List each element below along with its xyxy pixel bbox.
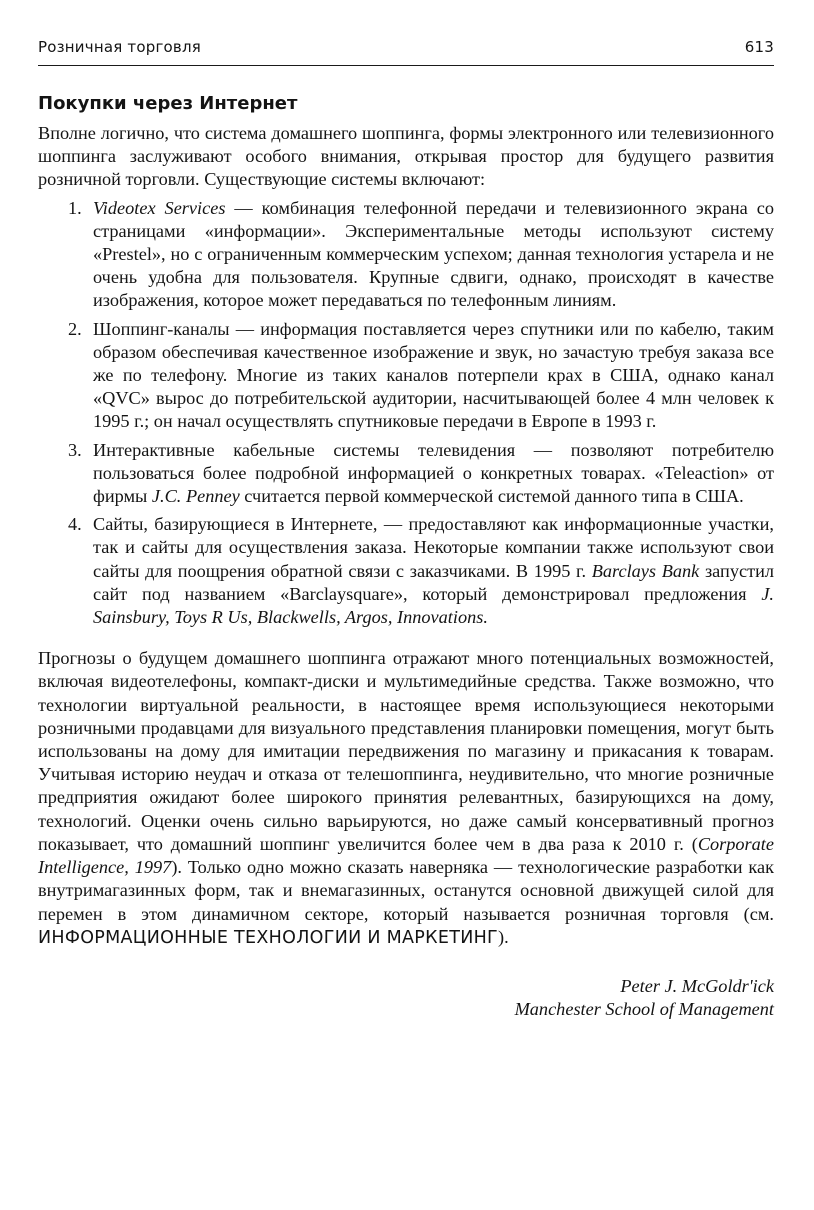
list-item-number: 4. [68,514,82,535]
page-number: 613 [744,38,774,56]
list-item-number: 1. [68,197,82,218]
item-text: Шоппинг-каналы — информация поставляется через спутники или по кабелю, таким образом обеспечивая качественное изображение и звук, но зачастую требуя заказа все же по телефону. Многие из таких каналов потерпели крах в США, однако канал «QVC» вырос до потребительской аудитории, насчитывающей более 4 млн человек к 1995 г.; он начал осуществлять спутниковые передачи в Европе в 1993 г. [93,318,774,432]
outro-text: ). Только одно можно сказать наверняка — технологические разработки как внутримагазинных форм, так и внемагазинных, останутся основной движущей силой для перемен в этом динамичном секторе, который называется розничная торговля (см. [38,857,774,924]
outro-text: Прогнозы о будущем домашнего шоппинга отражают много потенциальных возможностей, включая видеотелефоны, компакт-диски и мультимедийные средства. Также возможно, что технологии виртуальной реальности, в настоящее время использующиеся некоторыми розничными продавцами для визуального представления планировки помещения, могут быть использованы на дому для имитации передвижения по магазину и прикасания к товарам. Учитывая историю неудач и отказа от телешоппинга, неудивительно, что многие розничные предприятия ожидают более широкого принятия релевантных, базирующихся на дому, технологий. Оценки очень сильно варьируются, но даже самый консервативный прогноз показывает, что домашний шоппинг увеличится более чем в два раза к 2010 г. ( [38,648,774,854]
outro-citation: Corporate Intelligence, 1997 [38,833,774,878]
item-company: J.C. Penney [151,486,240,507]
item-text: считается первой коммерческой системой данного типа в США. [239,486,744,507]
item-text: запустил сайт под названием «Barclaysquare», который демонстрировал предложения [93,560,774,604]
item-text: Сайты, базирующиеся в Интернете, — предоставляют как информационные участки, так и сайты для осуществления заказа. Некоторые компании также используют свои сайты для поощрения обратной связи с заказчиками. В 1995 г. [93,514,774,581]
list-item-number: 2. [68,318,82,339]
list-item-interactive-cable [38,439,774,509]
systems-list [38,197,774,630]
item-term: Videotex Services [93,197,226,218]
outro-paragraph [38,647,774,950]
list-item-shopping-channels [38,318,774,434]
author-signature [38,975,774,1021]
book-page [38,36,774,1186]
author-name: Peter J. McGoldr'ick [620,975,774,996]
item-companies: J. Sainsbury, Toys R Us, Blackwells, Argos, Innovations. [93,583,774,628]
list-item-videotex [38,197,774,313]
item-text: Интерактивные кабельные системы телевидения — позволяют потребителю пользоваться более подробной информацией о конкретных товарах. «Teleaction» от фирмы [93,439,774,507]
item-bank: Barclays Bank [591,560,700,581]
running-header-section: Розничная торговля [38,38,201,56]
author-affiliation: Manchester School of Management [514,999,774,1020]
section-title: Покупки через Интернет [38,93,298,114]
running-header [38,36,774,66]
cross-reference: ИНФОРМАЦИОННЫЕ ТЕХНОЛОГИИ И МАРКЕТИНГ [38,927,499,948]
list-item-internet-sites [38,513,774,629]
intro-paragraph: Вполне логично, что система домашнего шоппинга, формы электронного или телевизионного шоппинга заслуживают особого внимания, открывая простор для будущего развития розничной торговли. Существующие системы включают: [38,123,774,190]
list-item-number: 3. [68,439,82,460]
item-text: — комбинация телефонной передачи и телевизионного экрана со страницами «информации». Экспериментальные методы используют систему «Prestel», но с ограниченным коммерческим успехом; данная технология устарела и не очень удобна для пользователя. Крупные сдвиги, однако, происходят в качестве изображения, которое может передаваться по телефонным линиям. [93,197,775,311]
outro-text: ). [498,926,509,947]
